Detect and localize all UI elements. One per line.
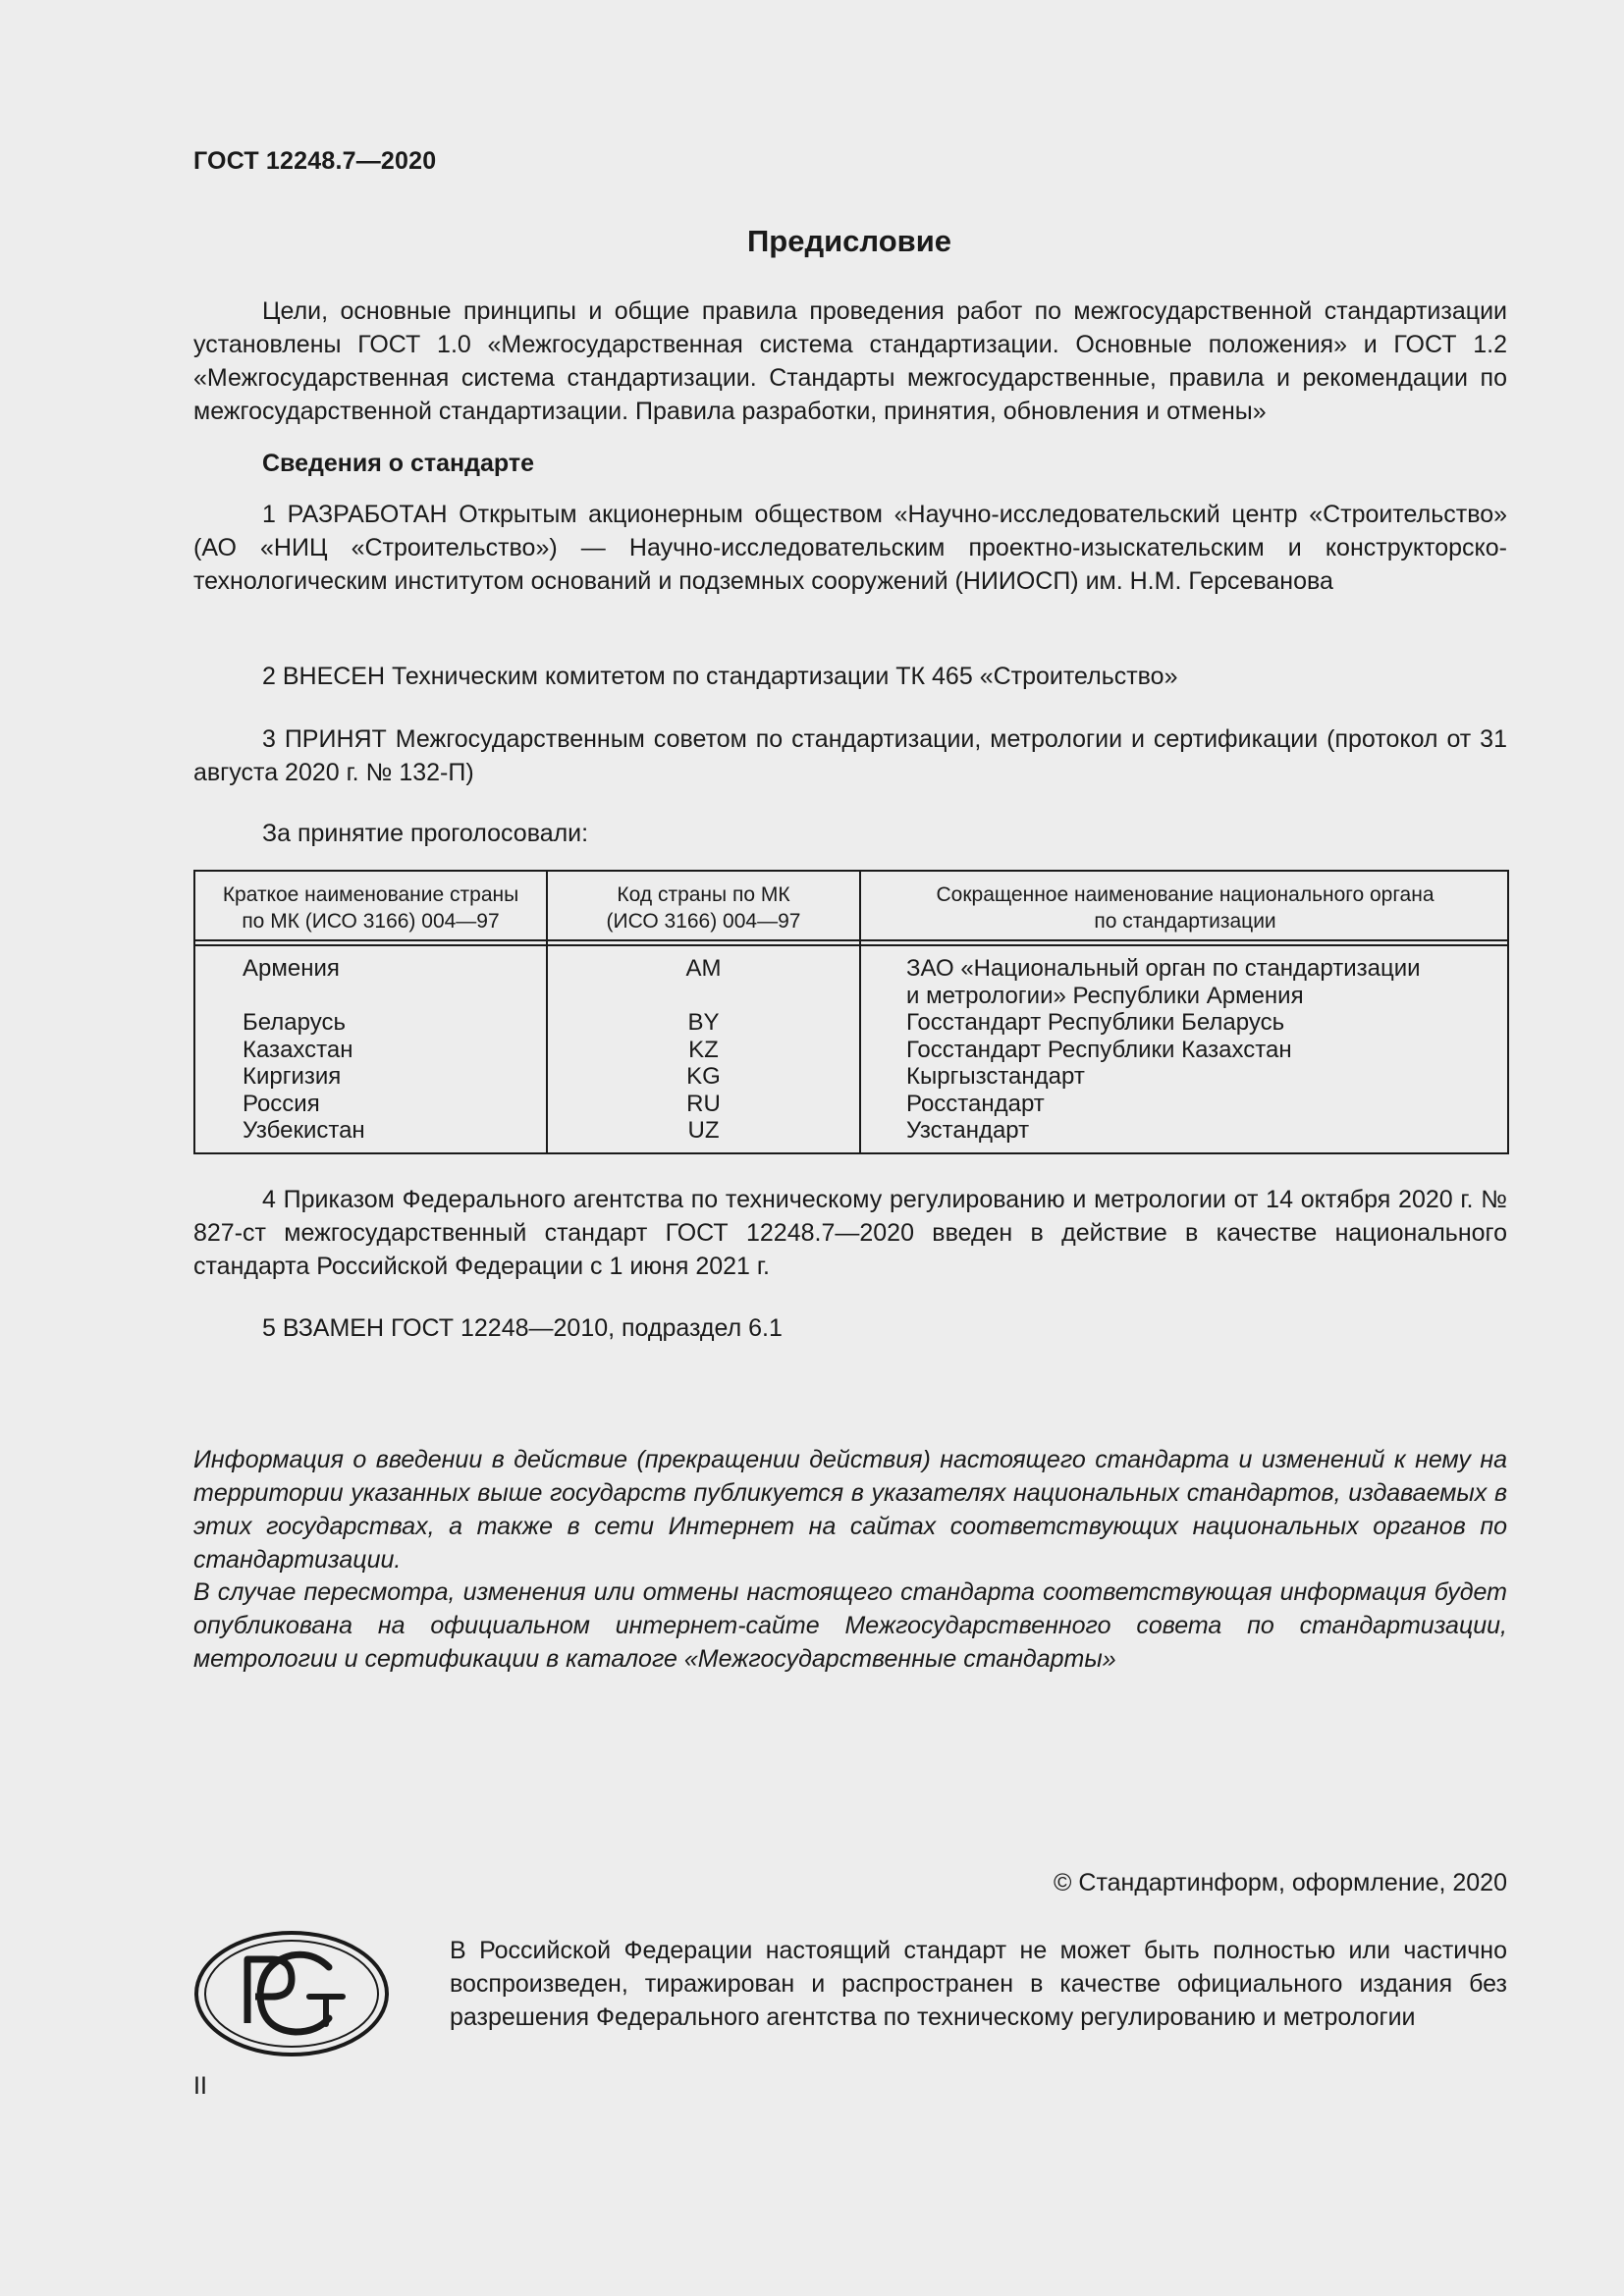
table-header-country: Краткое наименование страны по МК (ИСО 3166) 004—97 [222, 883, 519, 933]
intro-paragraph [193, 294, 1507, 428]
table-cell: KG [686, 1063, 721, 1090]
item-replaces: 5 ВЗАМЕН ГОСТ 12248—2010, подраздел 6.1 [262, 1314, 783, 1342]
document-code: ГОСТ 12248.7—2020 [193, 147, 437, 175]
table-cell: Госстандарт Республики Беларусь [906, 1009, 1285, 1036]
page-title: Предисловие [746, 224, 951, 258]
table-cell: Кыргызстандарт [906, 1063, 1085, 1090]
table-cell: и метрологии» Республики Армения [906, 982, 1304, 1009]
table-cell: BY [687, 1009, 720, 1036]
standard-info-heading: Сведения о стандарте [262, 450, 535, 477]
country-column [243, 955, 365, 1145]
table-cell [243, 983, 365, 1010]
voting-table [193, 870, 1509, 1154]
item-adopted: 3 ПРИНЯТ Межгосударственным советом по стандартизации, метрологии и сертификации (протокол от 31 августа 2020 г. № 132-П) [193, 725, 1507, 786]
intro-text: Цели, основные принципы и общие правила проведения работ по межгосударственной стандартизации установлены ГОСТ 1.0 «Межгосударственная система стандартизации. Основные положения» и ГОСТ 1.2 «Межгосударственная система стандартизации. Стандарты межгосударственные, правила и рекомендации по межгосударственной стандартизации. Правила разработки, принятия, обновления и отмены» [193, 297, 1507, 425]
table-cell: Узстандарт [906, 1117, 1030, 1144]
table-header-code: Код страны по МК (ИСО 3166) 004—97 [606, 883, 801, 933]
vote-label: За принятие проголосовали: [262, 820, 589, 847]
table-cell: KZ [688, 1036, 719, 1063]
copyright: © Стандартинформ, оформление, 2020 [1054, 1869, 1507, 1896]
table-cell: Армения [243, 955, 340, 982]
body-column [906, 955, 1421, 1145]
table-cell: Узбекистан [243, 1117, 365, 1144]
reproduction-notice: В Российской Федерации настоящий стандарт не может быть полностью или частично воспроизведен, тиражирован и распространен в качестве официального издания без разрешения Федерального агентства по техническому регулированию и метрологии [450, 1937, 1507, 2031]
table-cell: ЗАО «Национальный орган по стандартизации [906, 955, 1421, 982]
table-cell: Россия [243, 1090, 320, 1117]
table-cell: Киргизия [243, 1063, 342, 1090]
table-cell: Госстандарт Республики Казахстан [906, 1036, 1292, 1063]
item-developed: 1 РАЗРАБОТАН Открытым акционерным обществом «Научно-исследовательский центр «Строительство» (АО «НИЦ «Строительство») — Научно-исследовательским проектно-изыскательским и конструкторско-технологическим институтом оснований и подземных сооружений (НИИОСП) им. Н.М. Герсеванова [193, 501, 1507, 595]
item-introduced: 2 ВНЕСЕН Техническим комитетом по стандартизации ТК 465 «Строительство» [262, 663, 1178, 690]
code-column [548, 955, 859, 1145]
info-note-publication: Информация о введении в действие (прекращении действия) настоящего стандарта и изменений к нему на территории указанных выше государств публикуется в указателях национальных стандартов, издаваемых в этих государствах, а также в сети Интернет на сайтах соответствующих национальных органов по стандартизации. [193, 1446, 1507, 1574]
table-cell: UZ [687, 1117, 720, 1144]
info-note-revision: В случае пересмотра, изменения или отмены настоящего стандарта соответствующая информация будет опубликована на официальном интернет-сайте Межгосударственного совета по стандартизации, метрологии и сертификации в каталоге «Межгосударственные стандарты» [193, 1578, 1507, 1673]
page-number: II [193, 2072, 207, 2100]
table-cell: RU [686, 1090, 721, 1117]
table-cell: Казахстан [243, 1036, 353, 1063]
table-cell: Беларусь [243, 1009, 346, 1036]
pct-certification-mark-icon [193, 1930, 390, 2062]
item-order: 4 Приказом Федерального агентства по техническому регулированию и метрологии от 14 октября 2020 г. № 827-ст межгосударственный стандарт ГОСТ 12248.7—2020 введен в действие в качестве национального стандарта Российской Федерации с 1 июня 2021 г. [193, 1186, 1507, 1280]
table-cell: AM [685, 955, 722, 982]
table-cell [548, 983, 859, 1010]
table-cell: Росстандарт [906, 1090, 1045, 1117]
table-header-body: Сокращенное наименование национального органа по стандартизации [936, 883, 1435, 933]
